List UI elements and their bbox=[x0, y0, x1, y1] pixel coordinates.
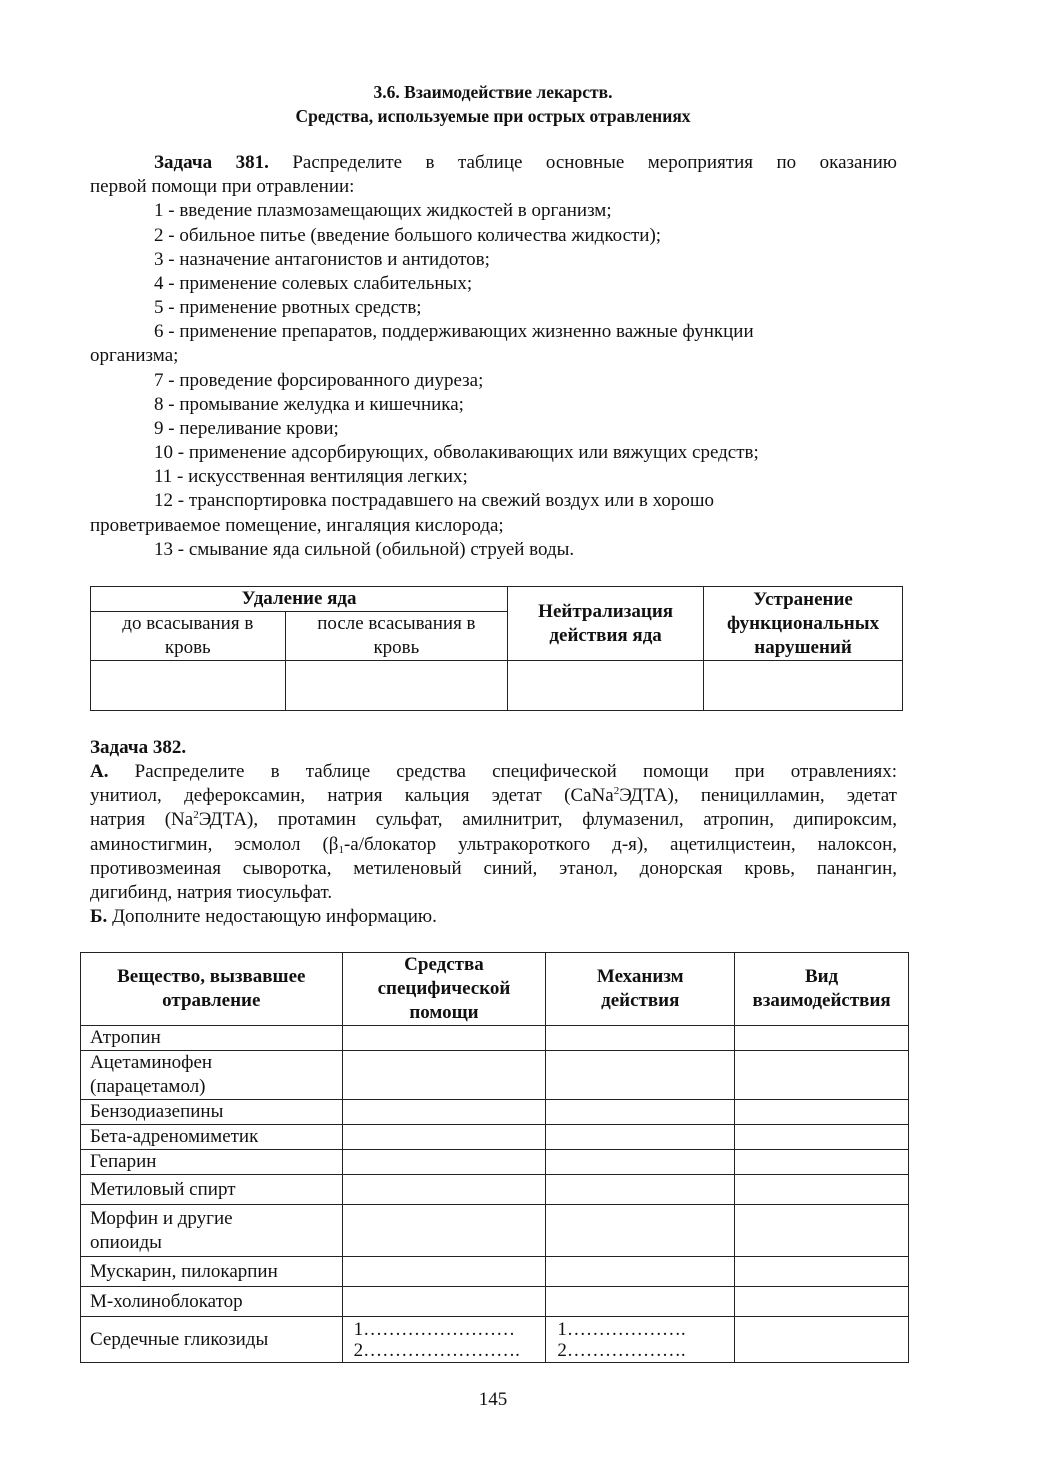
table-cell bbox=[342, 1175, 546, 1205]
elimination-header: Устранение функциональных нарушений bbox=[704, 587, 903, 661]
after-absorption-header: после всасывания в кровь bbox=[285, 612, 508, 661]
dotted-line: 1…………………… bbox=[353, 1318, 516, 1340]
neutralization-header: Нейтрализация действия яда bbox=[508, 587, 704, 661]
table-cell bbox=[342, 1051, 546, 1100]
table-cell bbox=[735, 1026, 909, 1051]
task382-table bbox=[80, 952, 909, 1363]
table-row-substance: Мускарин, пилокарпин bbox=[81, 1257, 343, 1287]
dotted-line: 1………………. bbox=[557, 1318, 686, 1340]
task381-item: 7 - проведение форсированного диуреза; bbox=[154, 370, 484, 391]
task382-label: Задача 382. bbox=[90, 737, 187, 758]
task381-label: Задача 381. bbox=[154, 152, 269, 173]
page-number: 145 bbox=[478, 1389, 508, 1410]
task382-part-b-text: Дополните недостающую информацию. bbox=[112, 906, 437, 927]
index-mark: 2 bbox=[613, 785, 620, 797]
table-cell bbox=[91, 661, 286, 711]
table-cell bbox=[735, 1100, 909, 1125]
task382-part-a-line: противозмеиная сыворотка, метиленовый синий, этанол, донорская кровь, панангин, bbox=[90, 858, 897, 879]
task382-part-a-line: аминостигмин, эсмолол ($\beta_1-а$/блокатор ультракороткого д-я), ацетилцистеин, налоксон, bbox=[90, 834, 897, 856]
task381-intro-text: Распределите в таблице основные мероприятия по оказанию bbox=[292, 152, 897, 173]
task382-part-a-label: А. bbox=[90, 761, 109, 782]
table-row-substance: Атропин bbox=[81, 1026, 343, 1051]
dotted-line: 2……………………. bbox=[353, 1339, 520, 1361]
table-cell bbox=[342, 1150, 546, 1175]
header-mechanism: Механизм действия bbox=[546, 953, 735, 1026]
dotted-line: 2………………. bbox=[557, 1339, 686, 1361]
section-title-line2: Средства, используемые при острых отравлениях bbox=[295, 106, 691, 126]
task381-intro-cont: первой помощи при отравлении: bbox=[90, 176, 355, 197]
table-cell bbox=[546, 1026, 735, 1051]
header-specific-aid: Средства специфической помощи bbox=[342, 953, 546, 1026]
header-substance: Вещество, вызвавшее отравление bbox=[81, 953, 343, 1026]
task381-item: 1 - введение плазмозамещающих жидкостей в организм; bbox=[154, 200, 612, 221]
task381-item: 4 - применение солевых слабительных; bbox=[154, 273, 473, 294]
task381-table bbox=[90, 586, 903, 711]
task382-part-b bbox=[90, 906, 437, 928]
task382-part-a-line: дигибинд, натрия тиосульфат. bbox=[90, 882, 333, 903]
table-cell bbox=[342, 1125, 546, 1150]
table-cell bbox=[546, 1125, 735, 1150]
table-cell bbox=[546, 1100, 735, 1125]
task382-part-a-text: Распределите в таблице средства специфической помощи при отравлениях: bbox=[134, 761, 897, 782]
header-interaction-type: Вид взаимодействия bbox=[735, 953, 909, 1026]
table-cell bbox=[735, 1175, 909, 1205]
table-cell bbox=[342, 1026, 546, 1051]
table-cell bbox=[546, 1287, 735, 1317]
task381-intro bbox=[154, 152, 897, 174]
table-cell-dotted bbox=[546, 1317, 735, 1363]
task381-item: 9 - переливание крови; bbox=[154, 418, 339, 439]
task381-item: 5 - применение рвотных средств; bbox=[154, 297, 422, 318]
table-cell bbox=[342, 1100, 546, 1125]
task381-item: 2 - обильное питье (введение большого количества жидкости); bbox=[154, 225, 662, 246]
table-cell bbox=[546, 1205, 735, 1257]
table-row-substance: Бензодиазепины bbox=[81, 1100, 343, 1125]
task381-item: организма; bbox=[90, 345, 179, 366]
table-cell bbox=[735, 1150, 909, 1175]
table-cell bbox=[735, 1205, 909, 1257]
task381-item: 10 - применение адсорбирующих, обволакивающих или вяжущих средств; bbox=[154, 442, 759, 463]
table-cell bbox=[735, 1287, 909, 1317]
table-cell bbox=[342, 1257, 546, 1287]
task382-part-b-label: Б. bbox=[90, 906, 108, 927]
section-title-line1: 3.6. Взаимодействие лекарств. bbox=[373, 82, 613, 102]
table-cell-dotted bbox=[342, 1317, 546, 1363]
table-row-substance: Гепарин bbox=[81, 1150, 343, 1175]
table-row-substance: М-холиноблокатор bbox=[81, 1287, 343, 1317]
table-row-substance: Ацетаминофен (парацетамол) bbox=[81, 1051, 343, 1100]
table-cell bbox=[342, 1205, 546, 1257]
before-absorption-header: до всасывания в кровь bbox=[91, 612, 286, 661]
table-cell bbox=[735, 1317, 909, 1363]
task381-item: 6 - применение препаратов, поддерживающих жизненно важные функции bbox=[154, 321, 754, 342]
table-cell bbox=[546, 1175, 735, 1205]
task381-item: 3 - назначение антагонистов и антидотов; bbox=[154, 249, 490, 270]
table-cell bbox=[546, 1257, 735, 1287]
task382-part-a-line bbox=[90, 761, 897, 783]
task381-item: проветриваемое помещение, ингаляция кислорода; bbox=[90, 515, 504, 536]
table-cell bbox=[546, 1051, 735, 1100]
table-row-substance: Морфин и другие опиоиды bbox=[81, 1205, 343, 1257]
task381-item: 11 - искусственная вентиляция легких; bbox=[154, 466, 468, 487]
table-cell bbox=[508, 661, 704, 711]
table-cell bbox=[735, 1257, 909, 1287]
task381-item: 13 - смывание яда сильной (обильной) струей воды. bbox=[154, 539, 575, 560]
table-row-substance: Метиловый спирт bbox=[81, 1175, 343, 1205]
index-mark: 1 bbox=[338, 844, 344, 856]
table-cell bbox=[342, 1287, 546, 1317]
table-row-substance: Бета-адреномиметик bbox=[81, 1125, 343, 1150]
table-cell bbox=[735, 1051, 909, 1100]
task381-item: 12 - транспортировка пострадавшего на свежий воздух или в хорошо bbox=[154, 490, 715, 511]
table-row-substance: Сердечные гликозиды bbox=[81, 1317, 343, 1363]
table-cell bbox=[546, 1150, 735, 1175]
removal-header: Удаление яда bbox=[91, 587, 508, 612]
task382-part-a-line: натрия (Na$^2$ЭДТА), протамин сульфат, амилнитрит, флумазенил, атропин, дипироксим, bbox=[90, 809, 897, 830]
table-cell bbox=[735, 1125, 909, 1150]
task382-part-a-line: унитиол, дефероксамин, натрия кальция эдетат (CaNa$^2$ЭДТА), пеницилламин, эдетат bbox=[90, 785, 897, 806]
task381-item: 8 - промывание желудка и кишечника; bbox=[154, 394, 464, 415]
table-cell bbox=[285, 661, 508, 711]
index-mark: 2 bbox=[193, 809, 199, 821]
table-cell bbox=[704, 661, 903, 711]
